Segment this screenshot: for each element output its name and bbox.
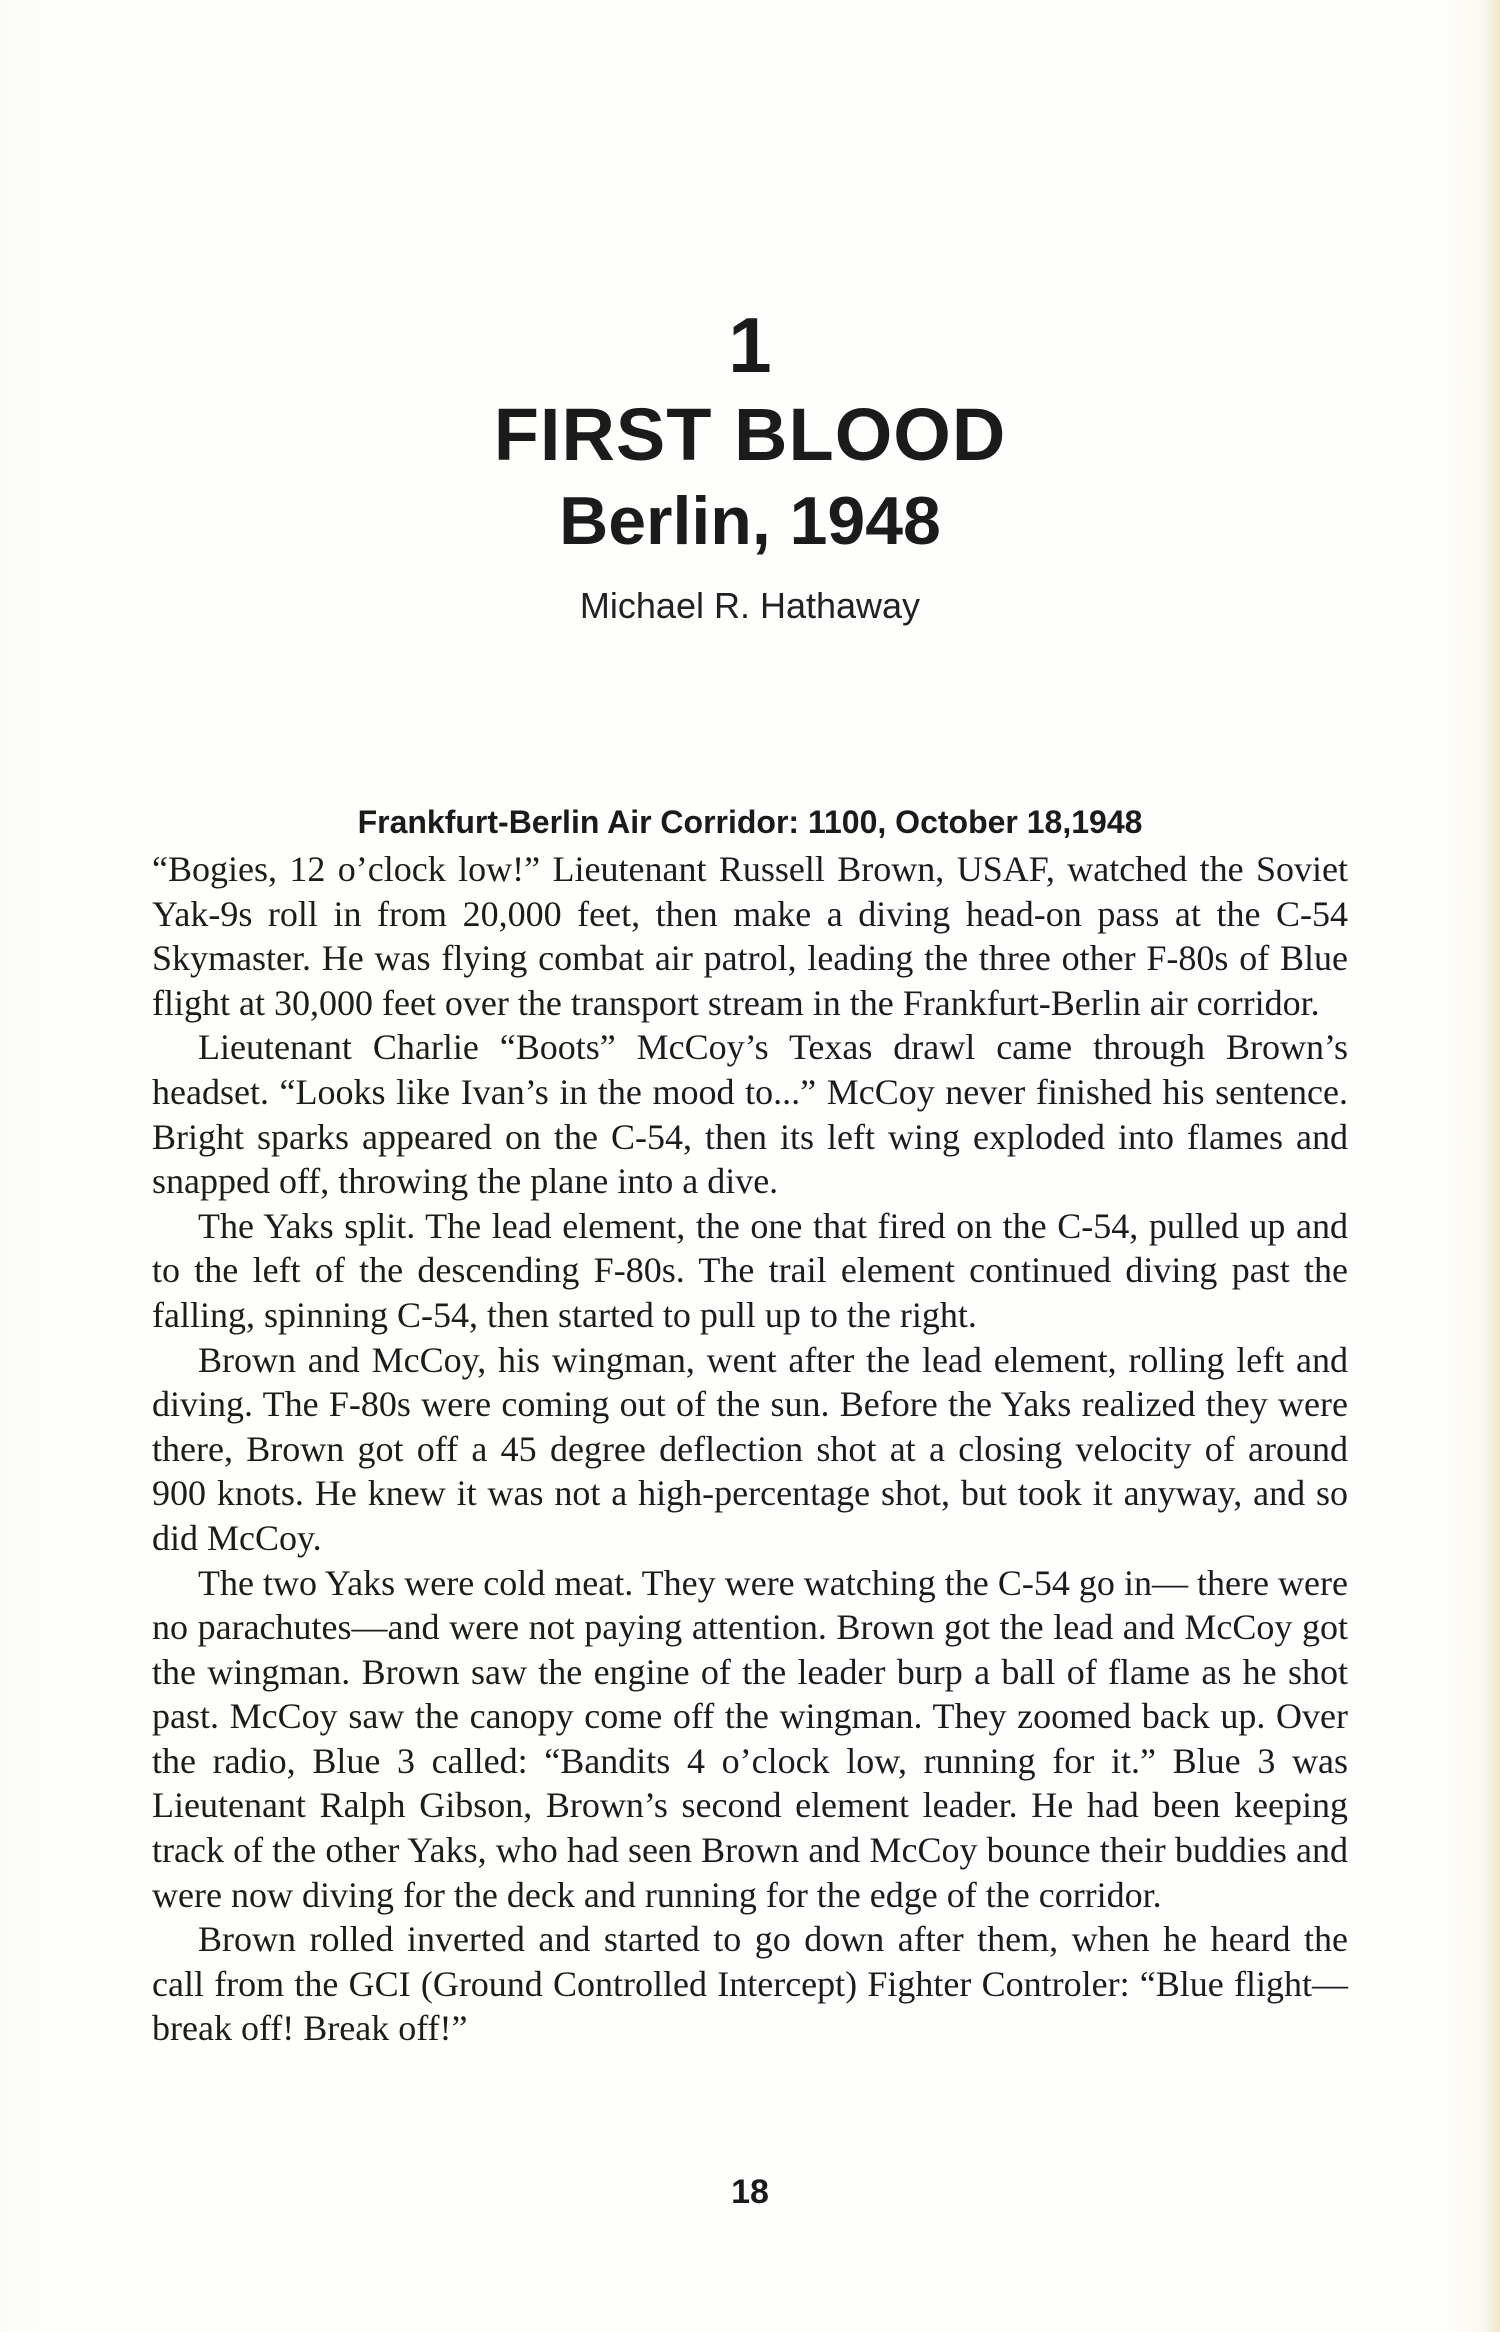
paragraph: Brown rolled inverted and started to go down after them, when he heard the call from the GCI (Ground Controlled Intercept) Fighter Controler: “Blue flight—break off! Break off!”: [152, 1919, 1348, 2049]
chapter-subtitle: Berlin, 1948: [559, 483, 941, 559]
chapter-number: 1: [728, 301, 772, 389]
page-number: 18: [731, 2173, 769, 2211]
paragraph: Brown and McCoy, his wingman, went after the lead element, rolling left and diving. The F-80s were coming out of the sun. Before the Yaks realized they were there, Brown got off a 45 degree deflection shot at a closing velocity of around 900 knots. He knew it was not a high-percentage shot, but took it anyway, and so did McCoy.: [152, 1339, 1348, 1558]
author-name: Michael R. Hathaway: [579, 585, 921, 626]
body-text: [152, 847, 1348, 2051]
paragraph: “Bogies, 12 o’clock low!” Lieutenant Russell Brown, USAF, watched the Soviet Yak-9s roll in from 20,000 feet, then make a diving head-on pass at the C-54 Skymaster. He was flying combat air patrol, leading the three other F-80s of Blue flight at 30,000 feet over the transport stream in the Frankfurt-Berlin air corridor.: [152, 849, 1348, 1023]
chapter-title: FIRST BLOOD: [493, 393, 1007, 476]
paragraph: The two Yaks were cold meat. They were watching the C-54 go in— there were no parachutes—and were not paying attention. Brown got the lead and McCoy got the wingman. Brown saw the engine of the leader burp a ball of flame as he shot past. McCoy saw the canopy come off the wingman. They zoomed back up. Over the radio, Blue 3 called: “Bandits 4 o’clock low, running for it.” Blue 3 was Lieutenant Ralph Gibson, Brown’s second element leader. He had been keeping track of the other Yaks, who had seen Brown and McCoy bounce their buddies and were now diving for the deck and running for the edge of the corridor.: [152, 1562, 1348, 1915]
paragraph: The Yaks split. The lead element, the one that fired on the C-54, pulled up and to the left of the descending F-80s. The trail element continued diving past the falling, spinning C-54, then started to pull up to the right.: [152, 1205, 1348, 1335]
section-heading: Frankfurt-Berlin Air Corridor: 1100, October 18,1948: [357, 804, 1143, 840]
paragraph: Lieutenant Charlie “Boots” McCoy’s Texas drawl came through Brown’s headset. “Looks like Ivan’s in the mood to...” McCoy never finished his sentence. Bright sparks appeared on the C-54, then its left wing exploded into flames and snapped off, throwing the plane into a dive.: [152, 1027, 1348, 1202]
